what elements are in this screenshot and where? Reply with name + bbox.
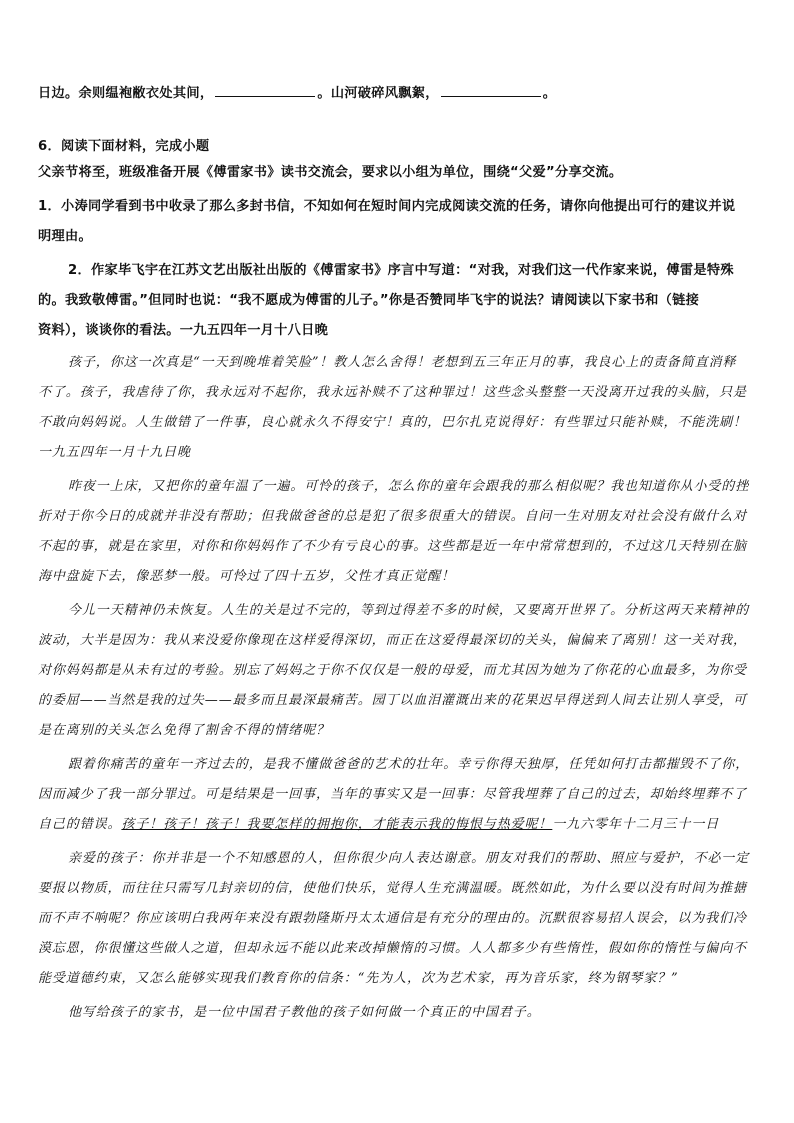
letter-5-line4: 漠忘恩，你很懂这些做人之道，但却永远不能以此来改掉懒惰的习惯。人人都多少有些惰性，假如你的惰性与偏向不 [38, 941, 747, 956]
letter-3-line1: 今儿一天精神仍未恢复。人生的关是过不完的，等到过得差不多的时候，又要离开世界了。分析这两天来精神的 [68, 603, 750, 618]
letter-2-date: 一九五四年一月十九日晚 [38, 445, 191, 460]
letter-5-line1: 亲爱的孩子：你并非是一个不知感恩的人，但你很少向人表达谢意。朋友对我们的帮助、照应与爱护，不必一定 [68, 851, 750, 866]
letter-4-line3 [38, 816, 756, 834]
poem-text-3: 。 [542, 86, 557, 101]
poem-fill-line [38, 84, 756, 103]
letter-4-line2: 因而减少了我一部分罪过。可是结果是一回事，当年的事实又是一回事：尽管我埋葬了自己的过去，却始终埋葬不了 [38, 787, 747, 802]
letter-2-line2: 折对于你今日的成就并非没有帮助；但我做爸爸的总是犯了很多很重大的错误。自问一生对朋友对社会没有做什么对 [38, 509, 747, 524]
letter-5-date: 一九六零年十二月三十一日 [552, 817, 720, 832]
letter-3-line2: 波动，大半是因为：我从来没爱你像现在这样爱得深切，而正在这爱得最深切的关头，偏偏来了离别！这一关对我， [38, 633, 747, 648]
letter-3-line4: 的委屈——当然是我的过失——最多而且最深最痛苦。园丁以血泪灌溉出来的花果迟早得送到人间去让别人享受，可 [38, 693, 747, 708]
letter-5-line3: 而不声不响呢？你应该明白我两年来没有跟勃隆斯丹太太通信是有充分的理由的。沉默很容易招人误会，以为我们冷 [38, 911, 747, 926]
letter-5-line5: 能受道德约束，又怎么能够实现我们教育你的信条：“先为人，次为艺术家，再为音乐家，终为钢琴家？” [38, 971, 679, 986]
sub-question-1-line1: 1．小涛同学看到书中收录了那么多封书信，不知如何在短时间内完成阅读交流的任务，请你向他提出可行的建议并说 [38, 199, 736, 214]
letter-3-line5: 是在离别的关头怎么免得了割舍不得的情绪呢？ [38, 723, 330, 738]
question-6-intro: 父亲节将至，班级准备开展《傅雷家书》读书交流会，要求以小组为单位，围绕“父爱”分享交流。 [38, 165, 623, 180]
poem-text-1: 日边。余则缊袍敝衣处其间， [38, 86, 214, 101]
letter-4-line3-text: 自己的错误。 [38, 817, 122, 832]
answer-blank-1[interactable] [215, 84, 315, 97]
letter-2-line1: 昨夜一上床，又把你的童年温了一遍。可怜的孩子，怎么你的童年会跟我的那么相似呢？我也知道你从小受的挫 [68, 479, 750, 494]
closing-line: 他写给孩子的家书，是一位中国君子教他的孩子如何做一个真正的中国君子。 [68, 1005, 541, 1020]
letter-5-line2: 要报以物质，而往往只需写几封亲切的信，使他们快乐，觉得人生充满温暖。既然如此，为什么要以没有时间为推搪 [38, 881, 747, 896]
letter-2-line3: 不起的事，就是在家里，对你和你妈妈作了不少有亏良心的事。这些都是近一年中常常想到的，不过这几天特别在脑 [38, 539, 747, 554]
letter-2-line4: 海中盘旋下去，像恶梦一般。可怜过了四十五岁，父性才真正觉醒！ [38, 569, 456, 584]
letter-4-line1: 跟着你痛苦的童年一齐过去的，是我不懂做爸爸的艺术的壮年。幸亏你得天独厚，任凭如何打击都摧毁不了你， [68, 757, 750, 772]
letter-3-line3: 对你妈妈都是从未有过的考验。别忘了妈妈之于你不仅仅是一般的母爱，而尤其因为她为了你花的心血最多，为你受 [38, 663, 747, 678]
question-6-title: 6．阅读下面材料，完成小题 [38, 139, 210, 154]
sub-question-2-line1: 2．作家毕飞宇在江苏文艺出版社出版的《傅雷家书》序言中写道：“对我，对我们这一代作家来说，傅雷是特殊 [68, 263, 734, 278]
poem-text-2: 。山河破碎风飘絮， [317, 86, 439, 101]
answer-blank-2[interactable] [441, 84, 541, 97]
letter-1-line2: 不了。孩子，我虐待了你，我永远对不起你，我永远补赎不了这种罪过！这些念头整整一天没离开过我的头脑，只是 [38, 385, 747, 400]
underlined-sentence: 孩子！孩子！孩子！我要怎样的拥抱你，才能表示我的悔恨与热爱呢！ [121, 817, 553, 832]
sub-question-2-line2: 的。我致敬傅雷。”但同时也说：“我不愿成为傅雷的儿子。”你是否赞同毕飞宇的说法？请阅读以下家书和（链接 [38, 293, 700, 308]
sub-question-1-line2: 明理由。 [38, 229, 92, 244]
letter-1-line1: 孩子，你这一次真是“一天到晚堆着笑脸”！教人怎么舍得！老想到五三年正月的事，我良心上的责备简直消释 [68, 355, 737, 370]
sub-question-2-line3: 资料），谈谈你的看法。一九五四年一月十八日晚 [38, 323, 329, 338]
letter-1-line3: 不敢向妈妈说。人生做错了一件事，良心就永久不得安宁！真的，巴尔扎克说得好：有些罪过只能补赎，不能洗刷！ [38, 415, 747, 430]
